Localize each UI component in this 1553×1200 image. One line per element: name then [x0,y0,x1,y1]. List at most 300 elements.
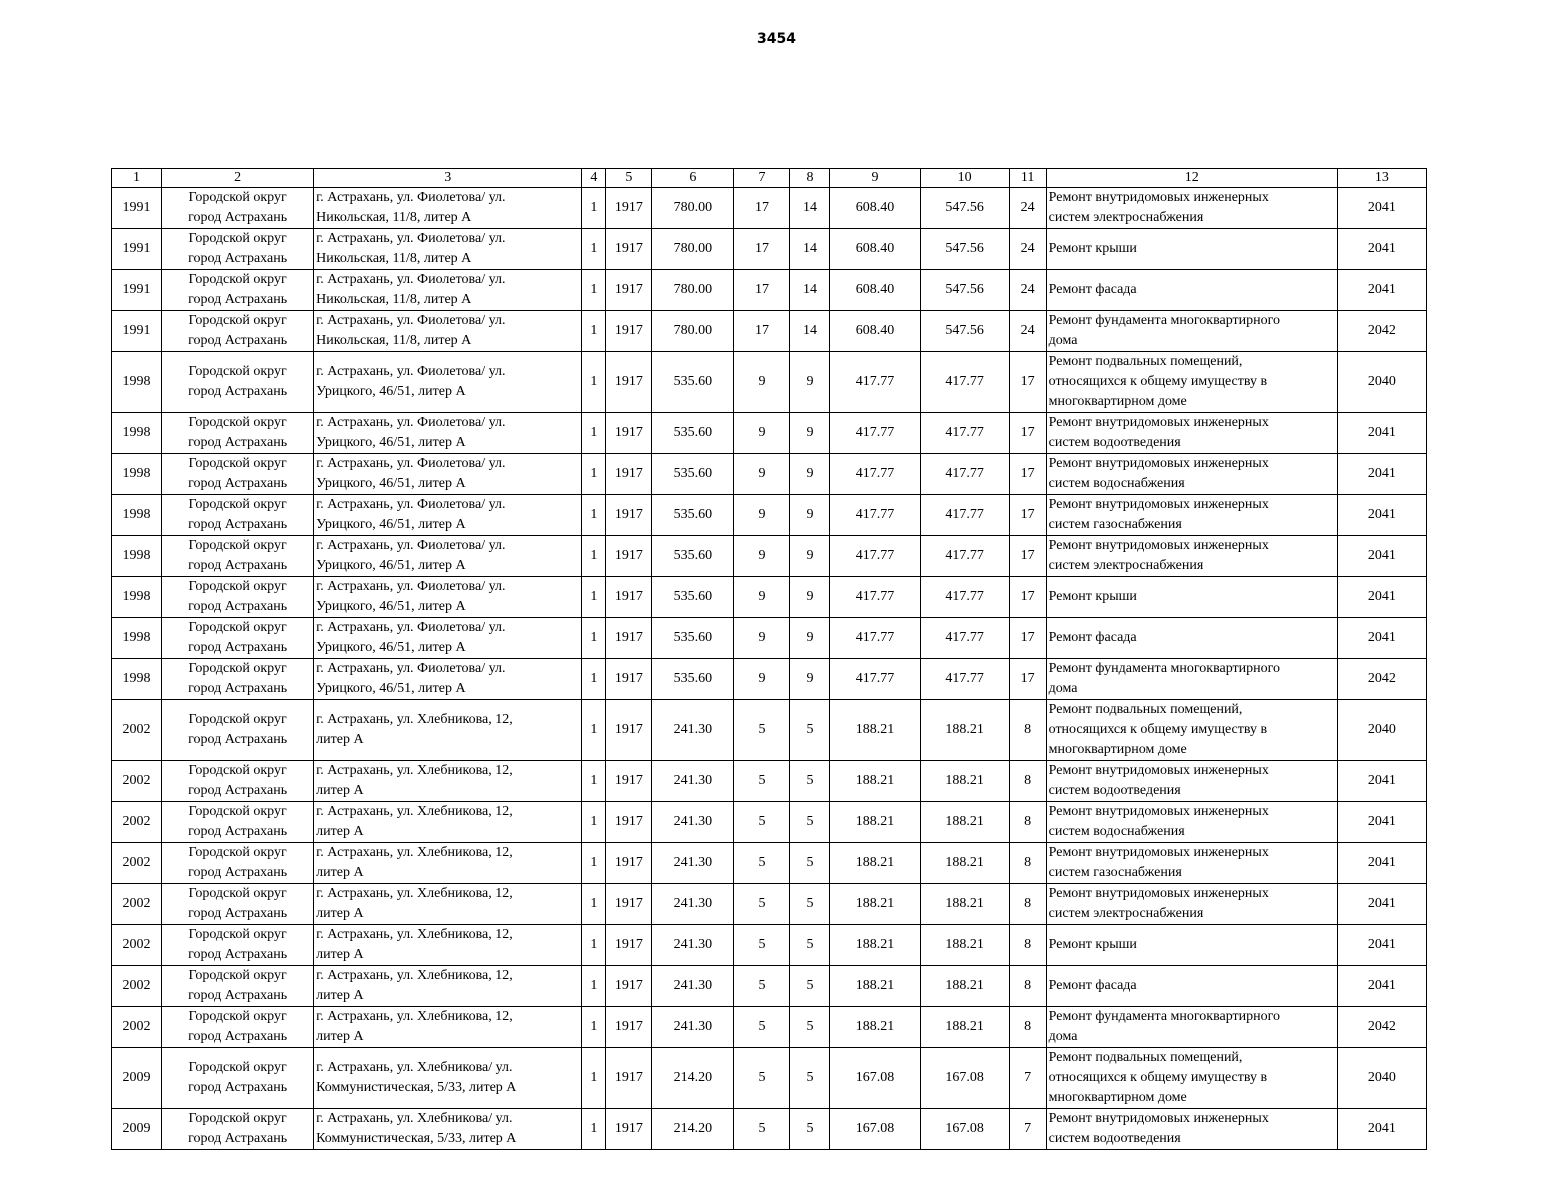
row-number [112,352,162,413]
municipality [162,1007,314,1048]
total-area-line: 241.30 [673,1019,713,1034]
col-4-line: 1 [590,855,598,870]
address [314,761,582,802]
work-type-line: систем электроснабжения [1048,210,1204,225]
area-10-line: 188.21 [945,814,984,829]
col-4-line: 1 [590,937,598,952]
municipality [162,311,314,352]
area-9 [830,1048,920,1109]
plan-year [1337,843,1426,884]
col-4-line: 1 [590,671,598,686]
municipality [162,188,314,229]
plan-year-line: 2041 [1367,548,1396,563]
column-header-11: 11 [1009,169,1046,188]
col-4 [582,495,606,536]
work-type-line: Ремонт фасада [1048,630,1137,645]
col-8-line: 9 [806,589,814,604]
municipality [162,495,314,536]
page-number: 3454 [757,31,796,47]
work-type [1046,188,1337,229]
plan-year-line: 2041 [1367,937,1396,952]
work-type-line: систем водоотведения [1048,435,1181,450]
area-9 [830,802,920,843]
area-9-line: 188.21 [855,937,895,952]
col-11 [1009,454,1046,495]
col-7-line: 5 [758,1070,766,1085]
area-10 [920,188,1009,229]
total-area [652,925,734,966]
work-type-line: Ремонт фундамента многоквартирного [1048,313,1281,328]
row-number [112,761,162,802]
work-type-line: систем водоснабжения [1048,824,1185,839]
col-11-line: 17 [1020,630,1035,645]
col-7-line: 17 [754,241,769,256]
col-7 [734,270,790,311]
plan-year [1337,270,1426,311]
row-number-line: 1991 [122,282,151,297]
column-header-6: 6 [652,169,734,188]
address [314,884,582,925]
address [314,925,582,966]
address [314,536,582,577]
plan-year [1337,188,1426,229]
area-9 [830,659,920,700]
area-9-line: 188.21 [855,773,895,788]
col-8-line: 5 [806,937,814,952]
address-line: Никольская, 11/8, литер А [316,292,472,307]
col-4 [582,966,606,1007]
plan-year [1337,802,1426,843]
plan-year [1337,352,1426,413]
col-8-line: 14 [802,323,817,338]
total-area [652,1007,734,1048]
address-line: литер А [316,732,364,747]
work-type [1046,884,1337,925]
area-10-line: 417.77 [945,374,984,389]
address-line: г. Астрахань, ул. Фиолетова/ ул. [316,313,506,328]
area-9 [830,884,920,925]
col-7 [734,536,790,577]
col-7 [734,966,790,1007]
municipality-line: город Астрахань [188,558,288,573]
col-11 [1009,659,1046,700]
municipality-line: Городской округ [188,1111,287,1126]
address-line: литер А [316,988,364,1003]
plan-year-line: 2041 [1367,814,1396,829]
col-4-line: 1 [590,323,598,338]
col-4-line: 1 [590,722,598,737]
area-10 [920,1007,1009,1048]
row-number-line: 1998 [122,589,151,604]
work-type-line: Ремонт внутридомовых инженерных [1048,845,1269,860]
municipality-line: город Астрахань [188,292,288,307]
col-4 [582,229,606,270]
address-line: литер А [316,947,364,962]
area-10-line: 547.56 [945,241,984,256]
municipality-line: город Астрахань [188,732,288,747]
total-area [652,884,734,925]
build-year-line: 1917 [614,814,643,829]
area-10 [920,843,1009,884]
area-10-line: 188.21 [945,896,984,911]
municipality-line: Городской округ [188,968,287,983]
col-4-line: 1 [590,1019,598,1034]
col-11-line: 8 [1024,1019,1032,1034]
area-9-line: 608.40 [855,282,895,297]
col-11 [1009,925,1046,966]
work-type [1046,229,1337,270]
plan-year [1337,577,1426,618]
work-type-line: систем газоснабжения [1048,865,1182,880]
column-header-3: 3 [314,169,582,188]
work-type-line: Ремонт внутридомовых инженерных [1048,415,1269,430]
col-7 [734,761,790,802]
plan-year-line: 2041 [1367,855,1396,870]
build-year [606,536,652,577]
col-11-line: 8 [1024,937,1032,952]
municipality-line: Городской округ [188,804,287,819]
col-11 [1009,413,1046,454]
table-row [112,229,1427,270]
work-type-line: многоквартирном доме [1048,1090,1187,1105]
col-4-line: 1 [590,814,598,829]
municipality-line: город Астрахань [188,210,288,225]
area-9 [830,966,920,1007]
build-year [606,843,652,884]
build-year-line: 1917 [614,1070,643,1085]
address-line: г. Астрахань, ул. Хлебникова, 12, [316,763,513,778]
address-line: г. Астрахань, ул. Хлебникова/ ул. [316,1111,513,1126]
col-8-line: 14 [802,282,817,297]
col-7-line: 9 [758,548,766,563]
total-area [652,843,734,884]
work-type-line: многоквартирном доме [1048,742,1187,757]
plan-year [1337,659,1426,700]
municipality-line: Городской округ [188,313,287,328]
row-number-line: 1998 [122,466,151,481]
total-area [652,802,734,843]
col-4 [582,884,606,925]
address-line: Урицкого, 46/51, литер А [316,599,466,614]
municipality-line: Городской округ [188,927,287,942]
municipality-line: город Астрахань [188,251,288,266]
area-10-line: 417.77 [945,671,984,686]
address [314,802,582,843]
col-7 [734,1109,790,1150]
address-line: г. Астрахань, ул. Фиолетова/ ул. [316,456,506,471]
municipality [162,659,314,700]
col-8 [790,270,830,311]
municipality-line: город Астрахань [188,906,288,921]
col-11-line: 8 [1024,855,1032,870]
total-area [652,311,734,352]
col-7-line: 17 [754,323,769,338]
col-11 [1009,761,1046,802]
work-type-line: систем электроснабжения [1048,906,1204,921]
col-11-line: 8 [1024,722,1032,737]
plan-year [1337,700,1426,761]
area-10 [920,536,1009,577]
column-header-2: 2 [162,169,314,188]
total-area [652,700,734,761]
col-8 [790,536,830,577]
municipality-line: город Астрахань [188,1131,288,1146]
column-header-12: 12 [1046,169,1337,188]
municipality [162,966,314,1007]
row-number [112,618,162,659]
total-area [652,454,734,495]
work-type [1046,413,1337,454]
work-type-line: Ремонт крыши [1048,937,1137,952]
col-11-line: 7 [1024,1121,1032,1136]
col-11 [1009,1048,1046,1109]
build-year-line: 1917 [614,323,643,338]
col-11 [1009,188,1046,229]
municipality [162,270,314,311]
municipality-line: город Астрахань [188,865,288,880]
area-9 [830,454,920,495]
work-type [1046,270,1337,311]
total-area-line: 535.60 [673,466,713,481]
build-year [606,925,652,966]
col-8-line: 5 [806,978,814,993]
table-row [112,843,1427,884]
municipality-line: город Астрахань [188,333,288,348]
area-9 [830,1007,920,1048]
build-year [606,1007,652,1048]
area-10-line: 188.21 [945,1019,984,1034]
area-10 [920,1048,1009,1109]
col-8-line: 9 [806,671,814,686]
col-11 [1009,352,1046,413]
col-8 [790,966,830,1007]
area-9 [830,188,920,229]
municipality-line: Городской округ [188,886,287,901]
plan-year-line: 2041 [1367,978,1396,993]
total-area-line: 214.20 [673,1070,713,1085]
municipality [162,1109,314,1150]
address-line: Никольская, 11/8, литер А [316,333,472,348]
total-area [652,618,734,659]
municipality-line: город Астрахань [188,1029,288,1044]
municipality [162,925,314,966]
work-type-line: Ремонт внутридомовых инженерных [1048,804,1269,819]
municipality [162,413,314,454]
plan-year-line: 2040 [1367,722,1396,737]
col-11-line: 17 [1020,671,1035,686]
municipality-line: Городской округ [188,845,287,860]
area-10 [920,352,1009,413]
address [314,229,582,270]
area-10 [920,761,1009,802]
work-type-line: Ремонт фундамента многоквартирного [1048,1009,1281,1024]
area-10-line: 188.21 [945,978,984,993]
municipality-line: город Астрахань [188,988,288,1003]
col-11 [1009,311,1046,352]
area-10-line: 417.77 [945,507,984,522]
table-row [112,761,1427,802]
col-8 [790,454,830,495]
col-7 [734,311,790,352]
col-4 [582,270,606,311]
area-10 [920,884,1009,925]
work-type [1046,454,1337,495]
area-10-line: 188.21 [945,773,984,788]
work-type [1046,925,1337,966]
col-8-line: 5 [806,896,814,911]
row-number-line: 2002 [122,896,151,911]
col-7 [734,884,790,925]
area-10-line: 188.21 [945,722,984,737]
area-9 [830,1109,920,1150]
plan-year-line: 2041 [1367,773,1396,788]
municipality [162,618,314,659]
address-line: г. Астрахань, ул. Фиолетова/ ул. [316,661,506,676]
row-number-line: 1998 [122,548,151,563]
build-year-line: 1917 [614,466,643,481]
address [314,454,582,495]
table-row [112,536,1427,577]
work-type [1046,761,1337,802]
municipality-line: город Астрахань [188,681,288,696]
area-9 [830,352,920,413]
municipality [162,884,314,925]
row-number [112,884,162,925]
area-10-line: 417.77 [945,589,984,604]
row-number [112,270,162,311]
area-9-line: 417.77 [855,671,895,686]
col-8 [790,1109,830,1150]
build-year-line: 1917 [614,773,643,788]
table-row [112,618,1427,659]
plan-year-line: 2042 [1367,1019,1396,1034]
col-8-line: 9 [806,425,814,440]
table-row [112,966,1427,1007]
plan-year [1337,884,1426,925]
col-8-line: 5 [806,722,814,737]
total-area-line: 214.20 [673,1121,713,1136]
col-8-line: 9 [806,507,814,522]
row-number [112,1048,162,1109]
plan-year [1337,536,1426,577]
col-11 [1009,229,1046,270]
col-7-line: 9 [758,589,766,604]
area-10 [920,311,1009,352]
col-7-line: 5 [758,1019,766,1034]
area-9 [830,413,920,454]
municipality [162,352,314,413]
col-11-line: 17 [1020,548,1035,563]
col-4 [582,925,606,966]
row-number [112,188,162,229]
municipality-line: город Астрахань [188,599,288,614]
col-7 [734,843,790,884]
address-line: г. Астрахань, ул. Хлебникова, 12, [316,968,513,983]
address-line: г. Астрахань, ул. Хлебникова, 12, [316,1009,513,1024]
plan-year [1337,495,1426,536]
build-year-line: 1917 [614,589,643,604]
build-year-line: 1917 [614,507,643,522]
plan-year [1337,311,1426,352]
municipality-line: город Астрахань [188,384,288,399]
plan-year-line: 2041 [1367,507,1396,522]
address [314,843,582,884]
table-row [112,495,1427,536]
col-7-line: 9 [758,425,766,440]
address-line: литер А [316,1029,364,1044]
municipality-line: город Астрахань [188,517,288,532]
build-year-line: 1917 [614,282,643,297]
area-9-line: 167.08 [855,1121,895,1136]
area-9-line: 417.77 [855,589,895,604]
area-9-line: 608.40 [855,241,895,256]
row-number [112,1007,162,1048]
area-9 [830,843,920,884]
col-7-line: 5 [758,978,766,993]
build-year-line: 1917 [614,241,643,256]
work-type-line: Ремонт внутридомовых инженерных [1048,1111,1269,1126]
area-9-line: 417.77 [855,374,895,389]
header-row [112,169,1427,188]
col-11 [1009,802,1046,843]
col-7 [734,188,790,229]
work-type-line: Ремонт внутридомовых инженерных [1048,497,1269,512]
work-type [1046,1109,1337,1150]
area-10 [920,270,1009,311]
row-number-line: 1998 [122,425,151,440]
col-11 [1009,1109,1046,1150]
row-number-line: 1991 [122,323,151,338]
row-number-line: 2009 [122,1121,151,1136]
col-4 [582,311,606,352]
address-line: Никольская, 11/8, литер А [316,210,472,225]
total-area [652,761,734,802]
col-8 [790,188,830,229]
col-8-line: 5 [806,1070,814,1085]
municipality-line: Городской округ [188,1009,287,1024]
row-number-line: 2002 [122,773,151,788]
table-row [112,925,1427,966]
col-11 [1009,1007,1046,1048]
address [314,413,582,454]
build-year [606,618,652,659]
col-4 [582,454,606,495]
work-type-line: систем газоснабжения [1048,517,1182,532]
row-number [112,843,162,884]
col-4 [582,352,606,413]
area-10-line: 547.56 [945,323,984,338]
total-area [652,188,734,229]
col-7 [734,495,790,536]
work-type-line: Ремонт подвальных помещений, [1048,354,1243,369]
area-9 [830,495,920,536]
plan-year [1337,1109,1426,1150]
col-7-line: 9 [758,671,766,686]
col-7 [734,352,790,413]
build-year [606,1048,652,1109]
work-type-line: Ремонт фасада [1048,978,1137,993]
address [314,659,582,700]
col-4-line: 1 [590,548,598,563]
municipality [162,761,314,802]
area-9 [830,229,920,270]
col-8-line: 5 [806,814,814,829]
area-10-line: 417.77 [945,425,984,440]
work-type-line: многоквартирном доме [1048,394,1187,409]
col-7-line: 5 [758,814,766,829]
area-9 [830,700,920,761]
total-area-line: 241.30 [673,937,713,952]
